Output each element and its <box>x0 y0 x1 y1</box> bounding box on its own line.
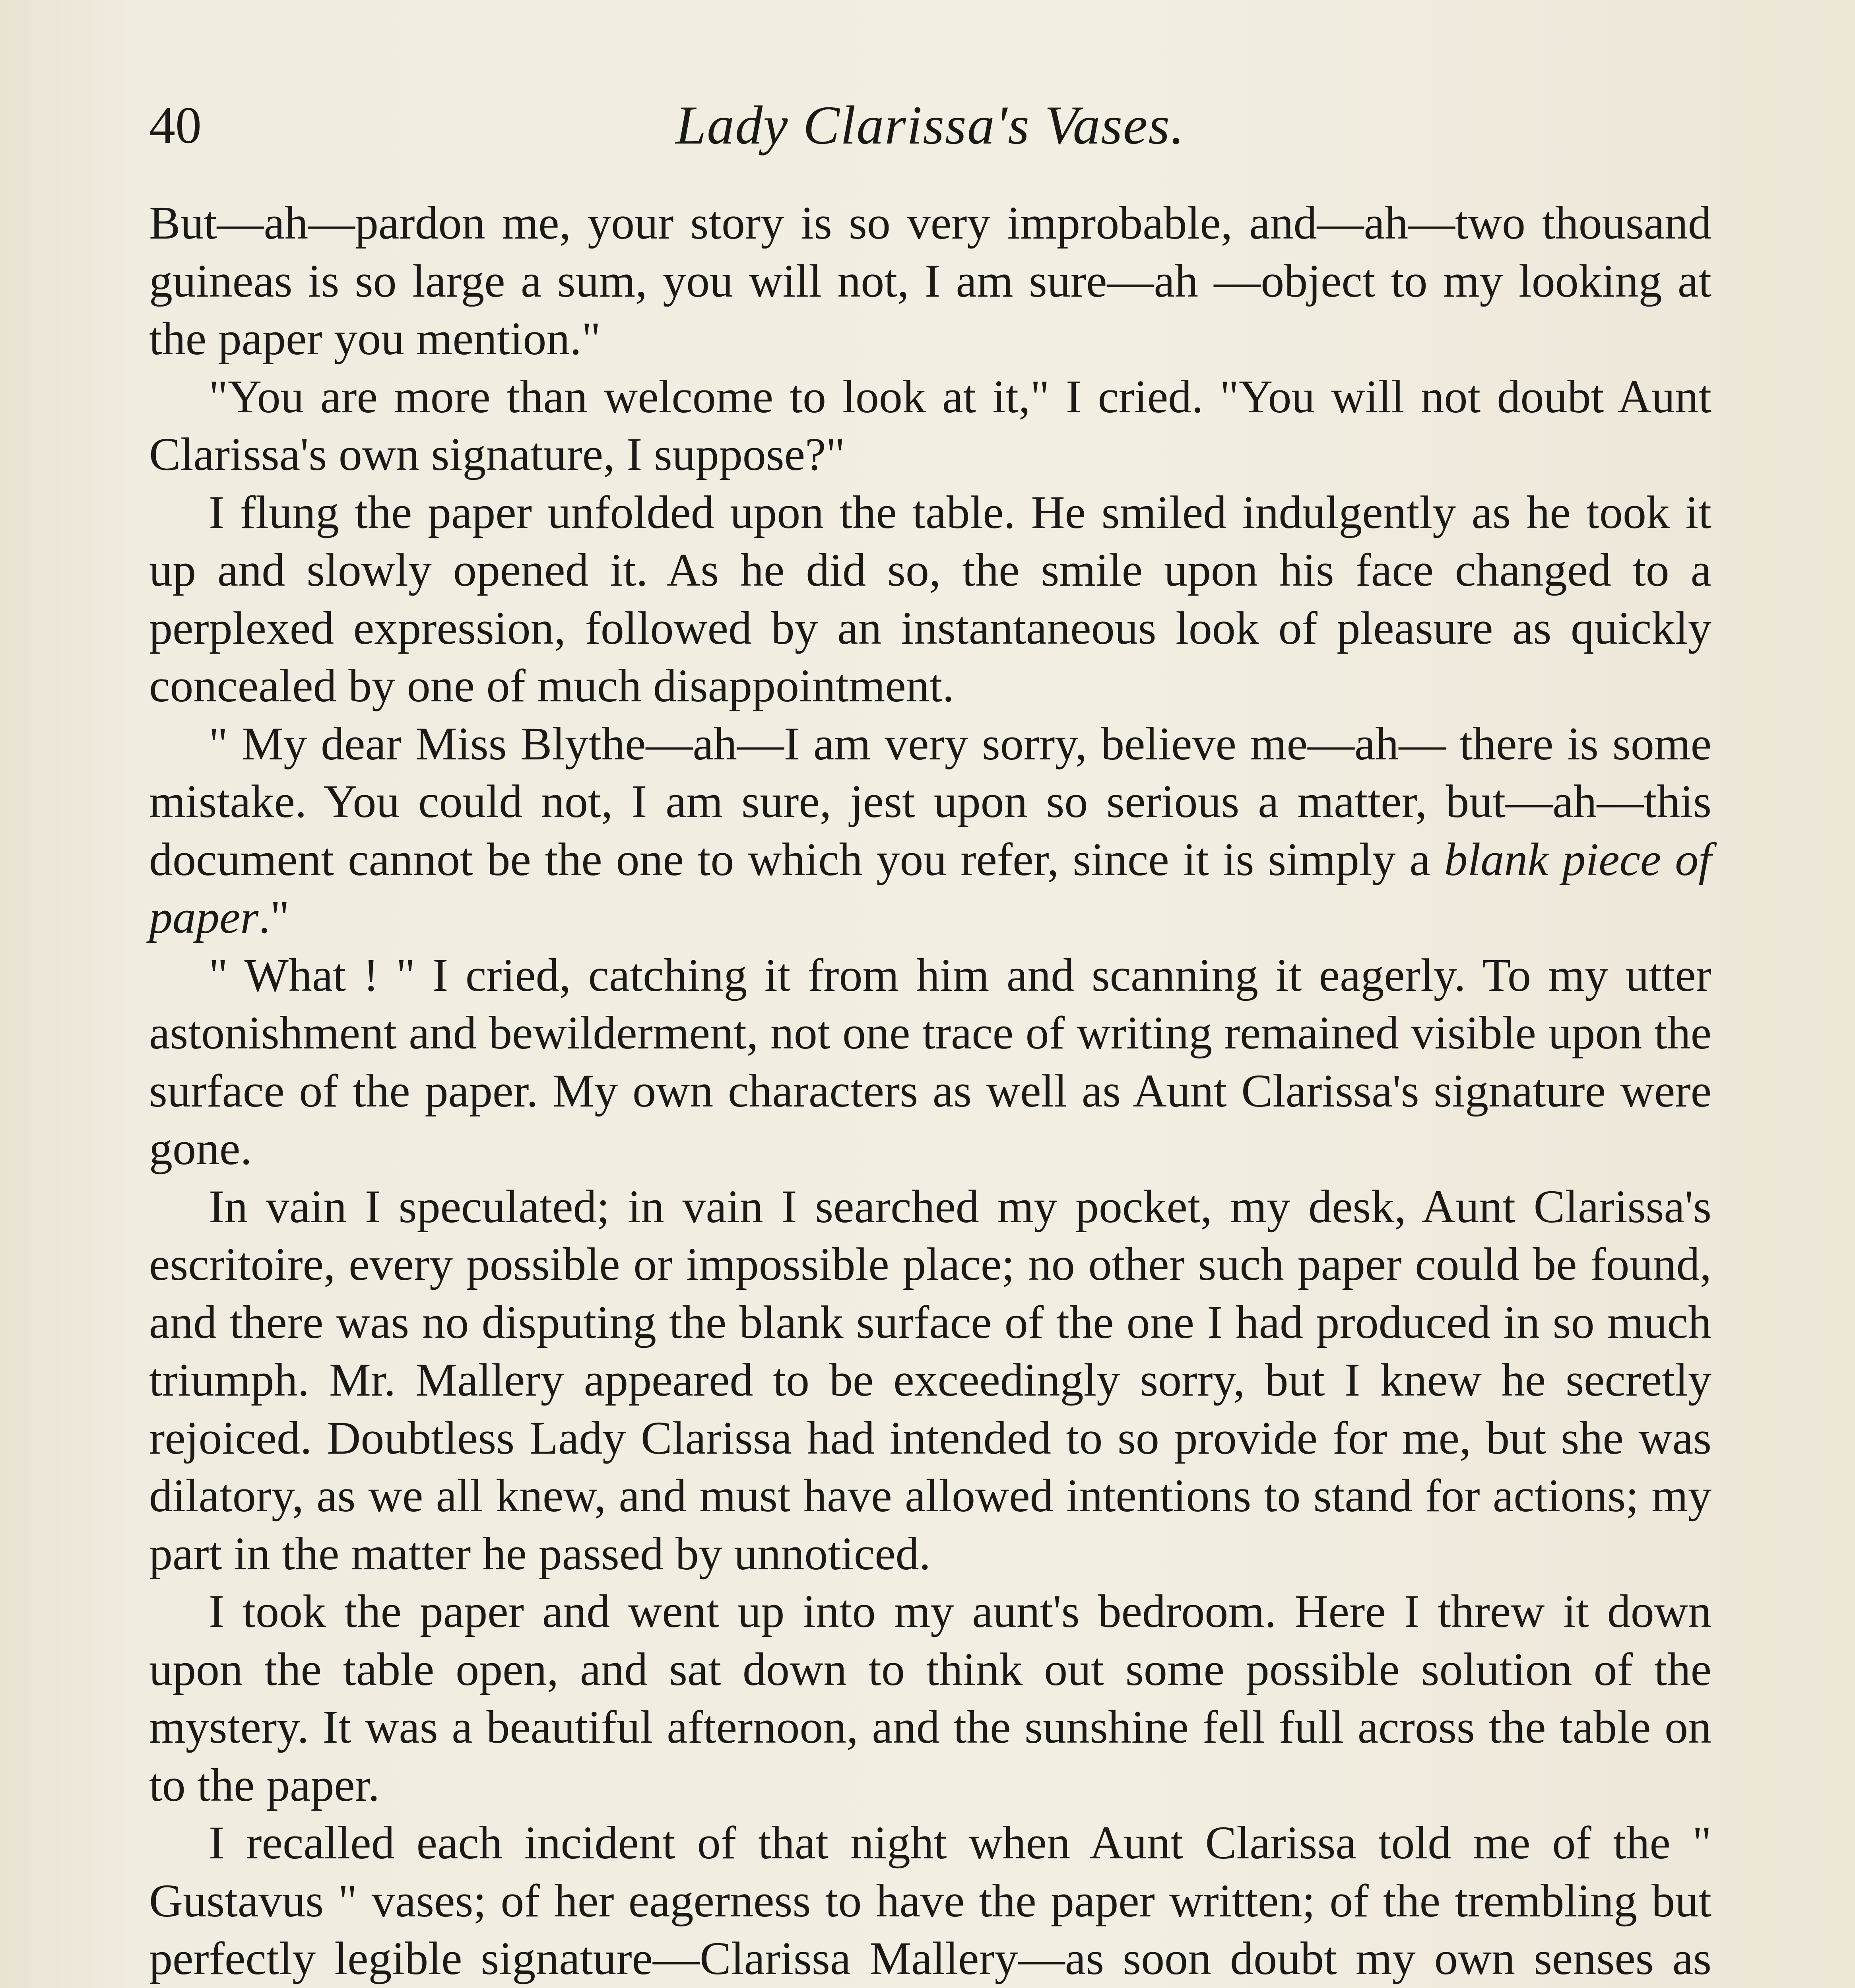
page-number: 40 <box>149 96 202 154</box>
paragraph: I took the paper and went up into my aunt's bedroom. Here I threw it down upon the table open, and sat down to think out some possible solution of the mystery. It was a beautiful afternoon, and the sunshine fell full across the table on to the paper. <box>149 1585 1711 1811</box>
page-header <box>149 85 1711 165</box>
paragraph: " My dear Miss Blythe—ah—I am very sorry, believe me—ah— there is some mistake. You could not, I am sure, jest upon so serious a matter, but—ah—this document cannot be the one to which you refer, since it is simply a blank piece of paper." <box>149 717 1711 943</box>
body-text <box>149 194 1711 1988</box>
paragraph: " What ! " I cried, catching it from him and scanning it eagerly. To my utter astonishment and bewilderment, not one trace of writing remained visible upon the surface of the paper. My own characters as well as Aunt Clarissa's signature were gone. <box>149 949 1711 1175</box>
paragraph: But—ah—pardon me, your story is so very improbable, and—ah—two thousand guineas is so large a sum, you will not, I am sure—ah —object to my looking at the paper you mention." <box>149 197 1711 365</box>
paragraph: "You are more than welcome to look at it," I cried. "You will not doubt Aunt Clarissa's own signature, I suppose?" <box>149 370 1711 480</box>
italic-phrase: blank piece of paper <box>149 833 1711 943</box>
paragraph: I recalled each incident of that night when Aunt Clarissa told me of the " Gustavus " vases; of her eagerness to have the paper written; of the trembling but perfectly legible signature—Clarissa Mallery—as soon doubt my own senses as <box>149 1817 1711 1984</box>
running-title: Lady Clarissa's Vases. <box>675 95 1185 155</box>
paragraph: I flung the paper unfolded upon the table. He smiled indulgently as he took it up and slowly opened it. As he did so, the smile upon his face changed to a perplexed expression, followed by an instantaneous look of pleasure as quickly concealed by one of much disappointment. <box>149 486 1711 712</box>
paragraph: In vain I speculated; in vain I searched my pocket, my desk, Aunt Clarissa's escritoire, every possible or impossible place; no other such paper could be found, and there was no disputing the blank surface of the one I had produced in so much triumph. Mr. Mallery appeared to be exceedingly sorry, but I knew he secretly rejoiced. Doubtless Lady Clarissa had intended to so provide for me, but she was dilatory, as we all knew, and must have allowed intentions to stand for actions; my part in the matter he passed by unnoticed. <box>149 1180 1711 1580</box>
